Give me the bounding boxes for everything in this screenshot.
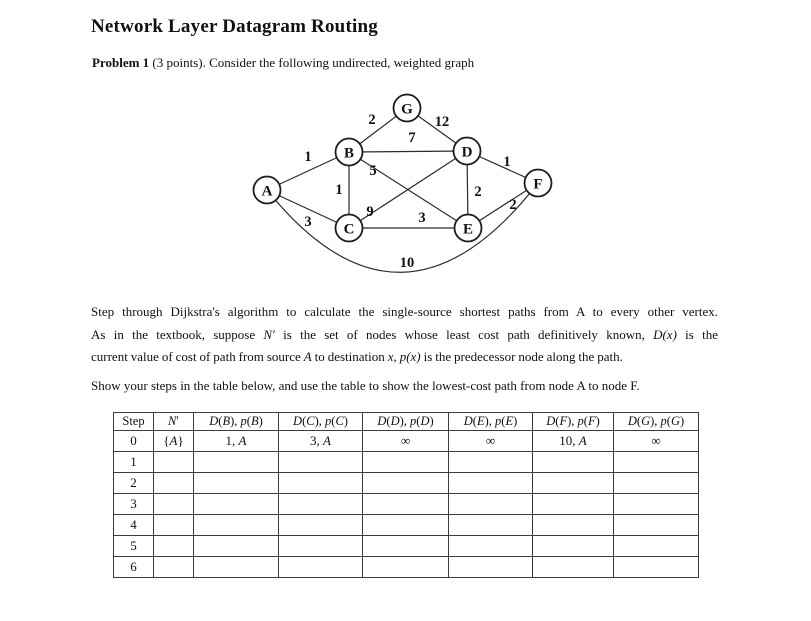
instructions-paragraph (91, 301, 718, 369)
value-cell (279, 494, 363, 515)
value-cell (533, 536, 614, 557)
column-header: D(C), p(C) (279, 413, 363, 431)
text-run: , (393, 349, 400, 364)
value-cell (449, 473, 533, 494)
value-cell (363, 536, 449, 557)
value-cell (279, 452, 363, 473)
edge-weight-C-E: 3 (418, 210, 426, 226)
table-row (114, 473, 699, 494)
graph-node-label-E: E (462, 221, 474, 238)
value-cell: 3, A (279, 431, 363, 452)
value-cell (279, 536, 363, 557)
graph-node-label-B: B (343, 145, 355, 162)
graph-svg (238, 86, 578, 291)
step-cell: 6 (114, 557, 154, 578)
column-header: Step (114, 413, 154, 431)
instructions-line-1 (91, 301, 718, 324)
value-cell (154, 515, 194, 536)
text-run: is the (676, 326, 718, 342)
value-cell (363, 557, 449, 578)
show-steps-text: Show your steps in the table below, and use the table to show the lowest-cost path from node A to node F. (91, 378, 640, 393)
value-cell (614, 452, 699, 473)
value-cell (154, 473, 194, 494)
math-term: x (387, 349, 394, 364)
value-cell (279, 557, 363, 578)
value-cell: 10, A (533, 431, 614, 452)
text-run: to destination (311, 349, 388, 364)
step-cell: 0 (114, 431, 154, 452)
value-cell (449, 515, 533, 536)
text-run: is the predecessor node along the path. (420, 349, 623, 364)
edge-weight-B-E: 5 (369, 163, 377, 179)
value-cell (614, 557, 699, 578)
value-cell (533, 557, 614, 578)
text-run: As in the textbook, suppose (91, 326, 264, 342)
column-header: D(G), p(G) (614, 413, 699, 431)
value-cell (194, 452, 279, 473)
value-cell (449, 557, 533, 578)
value-cell (449, 536, 533, 557)
table-row (114, 557, 699, 578)
value-cell (533, 473, 614, 494)
edge-weight-C-D: 9 (366, 204, 374, 220)
value-cell: ∞ (449, 431, 533, 452)
value-cell (533, 452, 614, 473)
value-cell: {A} (154, 431, 194, 452)
table-row (114, 494, 699, 515)
column-header: N′ (154, 413, 194, 431)
value-cell (194, 515, 279, 536)
value-cell (279, 515, 363, 536)
instructions-line-3 (91, 346, 718, 369)
graph-edge-B-D (349, 151, 467, 152)
problem-label: Problem 1 (92, 55, 150, 70)
problem-statement (92, 55, 474, 71)
table-header-row (114, 413, 699, 431)
value-cell (194, 473, 279, 494)
value-cell (533, 515, 614, 536)
edge-weight-G-D: 12 (434, 114, 450, 130)
value-cell (449, 494, 533, 515)
table-row (114, 431, 699, 452)
edge-weight-B-D: 7 (408, 130, 416, 146)
value-cell (614, 473, 699, 494)
value-cell (194, 536, 279, 557)
math-term: N′ (263, 326, 275, 342)
value-cell (154, 536, 194, 557)
step-cell: 1 (114, 452, 154, 473)
value-cell (194, 557, 279, 578)
value-cell (449, 452, 533, 473)
table-row (114, 515, 699, 536)
edge-weight-A-F: 10 (399, 255, 415, 271)
table-row (114, 536, 699, 557)
step-cell: 3 (114, 494, 154, 515)
edge-weight-E-F: 2 (509, 197, 517, 213)
value-cell (533, 494, 614, 515)
value-cell: ∞ (363, 431, 449, 452)
graph-node-label-G: G (401, 101, 413, 118)
value-cell (154, 452, 194, 473)
value-cell (279, 473, 363, 494)
table-row (114, 452, 699, 473)
column-header: D(F), p(F) (533, 413, 614, 431)
value-cell (194, 494, 279, 515)
value-cell (614, 536, 699, 557)
instructions-line-2 (91, 324, 718, 347)
column-header: D(D), p(D) (363, 413, 449, 431)
value-cell: 1, A (194, 431, 279, 452)
problem-text: (3 points). Consider the following undirected, weighted graph (149, 55, 475, 70)
page-title: Network Layer Datagram Routing (91, 16, 378, 37)
edge-weight-A-C: 3 (304, 214, 312, 230)
graph-node-label-C: C (343, 221, 355, 238)
value-cell: ∞ (614, 431, 699, 452)
value-cell (614, 515, 699, 536)
value-cell (363, 473, 449, 494)
graph-node-label-A: A (261, 183, 273, 200)
math-term: D(x) (653, 326, 677, 342)
text-run: is the set of nodes whose least cost path definitively known, (274, 326, 654, 342)
graph-node-label-D: D (461, 144, 473, 161)
value-cell (363, 515, 449, 536)
column-header: D(E), p(E) (449, 413, 533, 431)
step-cell: 2 (114, 473, 154, 494)
graph-node-label-F: F (533, 176, 543, 193)
edge-weight-A-B: 1 (304, 149, 312, 165)
edge-weight-D-E: 2 (474, 184, 482, 200)
column-header: D(B), p(B) (194, 413, 279, 431)
value-cell (363, 494, 449, 515)
math-term: A (303, 349, 312, 364)
edge-weight-D-F: 1 (503, 154, 511, 170)
math-term: p(x) (399, 349, 421, 364)
edge-weight-B-G: 2 (368, 112, 376, 128)
step-cell: 4 (114, 515, 154, 536)
dijkstra-table (113, 412, 699, 578)
value-cell (154, 494, 194, 515)
value-cell (614, 494, 699, 515)
step-cell: 5 (114, 536, 154, 557)
text-run: Step through Dijkstra's algorithm to calculate the single-source shortest paths from A to every other vertex. (91, 304, 718, 319)
edge-weight-B-C: 1 (335, 182, 343, 198)
value-cell (154, 557, 194, 578)
value-cell (363, 452, 449, 473)
text-run: current value of cost of path from source (91, 349, 304, 364)
